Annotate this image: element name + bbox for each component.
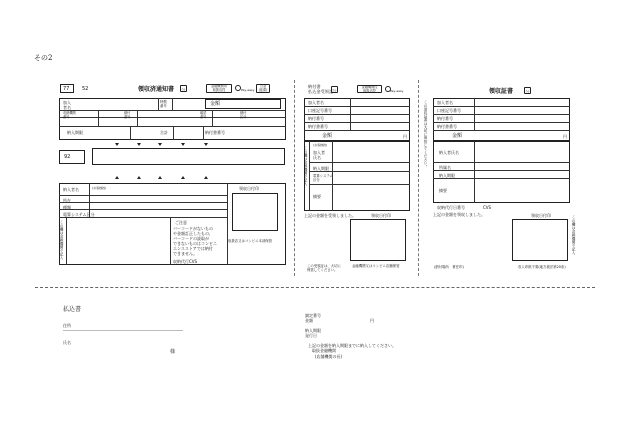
certificate-received-note: 上記の金額を受領しました。 bbox=[304, 213, 356, 218]
receipt-row-0: 加入者名 bbox=[437, 100, 453, 105]
notice-row0-b: 納付 番号 bbox=[124, 111, 131, 119]
notice-note-1: や金額訂正したもの、 bbox=[173, 231, 213, 236]
receipt-inner-0: 納入者氏名 bbox=[439, 150, 459, 155]
arrow-up-icon bbox=[204, 176, 208, 179]
separator-certificate-receipt bbox=[418, 80, 419, 276]
notice-field-toku: 特徴 番号 bbox=[160, 100, 167, 108]
notice-row1-b: 合計 bbox=[160, 130, 168, 135]
notice-code-label: 92 bbox=[64, 154, 71, 160]
certificate-pill: 金融機関控 取扱店控 bbox=[357, 85, 382, 93]
certificate-inner-2: 電算システム 区分 bbox=[313, 174, 334, 182]
notice-lower-label-0: 納入者名 bbox=[63, 187, 79, 192]
payment-slip-instruction-1: 上記の金額を納入期限までに納入してください。 bbox=[308, 343, 396, 348]
notice-number-left: 77 bbox=[63, 85, 70, 92]
certificate-inner-1: 納入期限 bbox=[313, 166, 329, 171]
certificate-side-vert: この欄は金融機関で記入 bbox=[304, 146, 308, 186]
notice-code-box bbox=[92, 148, 285, 165]
notice-field-kanyusha: 加入 者名 bbox=[63, 100, 71, 110]
receipt-amount-label: 金額 bbox=[452, 133, 463, 139]
payment-slip-r-line-0: 調定番号 bbox=[305, 313, 321, 318]
notice-row0-a: 収納機関 番号 bbox=[63, 111, 76, 119]
notice-stamp-area bbox=[232, 193, 278, 231]
certificate-stamp-label: 領収日付印 bbox=[371, 213, 391, 218]
payment-slip-honorific: 様 bbox=[170, 349, 176, 355]
notice-note-4: エンスストアでは納付 bbox=[173, 246, 213, 251]
notice-note-0: バーコードがないもの bbox=[173, 226, 213, 231]
certificate-row-2: 納付番号 bbox=[308, 116, 324, 121]
receipt-inner-1: 所属名 bbox=[439, 165, 451, 170]
separator-notice-certificate bbox=[294, 80, 295, 276]
certificate-inner-3: 摘要 bbox=[313, 194, 321, 199]
notice-row0-d: 納付 区分 bbox=[240, 111, 247, 119]
payment-slip-name-label: 氏名 bbox=[63, 340, 71, 345]
notice-row1-c: 納付書番号 bbox=[205, 130, 225, 135]
notice-notes-title: ご注意 bbox=[175, 220, 187, 225]
certificate-row-0: 加入者名 bbox=[308, 100, 324, 105]
notice-stamp-mark: 公 bbox=[181, 87, 186, 92]
certificate-footer-right: 金融機関又はコンビニ店舗保管 bbox=[352, 264, 400, 268]
notice-title: 領収済通知書 bbox=[138, 86, 175, 93]
certificate-stamp-area bbox=[350, 219, 406, 261]
payment-slip-instruction-3: (店舗機関の長) bbox=[315, 354, 343, 359]
notice-footer-right: 取扱店又はコンビニ本部保管 bbox=[228, 239, 273, 243]
receipt-inner-3: 摘要 bbox=[439, 188, 447, 193]
receipt-row-1: 口座記号番号 bbox=[437, 108, 461, 113]
receipt-stamp-mark: 公 bbox=[525, 89, 530, 94]
notice-note-5: できません。 bbox=[173, 251, 198, 256]
receipt-cvs-code: CVS bbox=[483, 205, 492, 210]
notice-lower-label-2: 種類 bbox=[63, 205, 71, 210]
payment-slip-title: 払込書 bbox=[63, 306, 82, 313]
certificate-row-1: 口座記号番号 bbox=[308, 108, 332, 113]
notice-logo-text: Pay-easy bbox=[241, 88, 255, 92]
receipt-received-note: 上記の金額を領収しました。 bbox=[433, 212, 485, 217]
arrow-down-icon bbox=[137, 143, 141, 146]
payment-slip-amount-unit: 円 bbox=[370, 318, 374, 323]
receipt-vert-left: この領収証書は大切に保管してください。 bbox=[424, 100, 428, 169]
payment-slip-r-line-3: 発行日 bbox=[305, 333, 317, 338]
notice-lower-label-1: 所在 bbox=[63, 198, 71, 203]
certificate-logo-text: Pay-easy bbox=[390, 89, 404, 93]
notice-side-vert: この欄は金融機関で記入 bbox=[60, 220, 64, 260]
receipt-vert-right: この欄は金融機関で記入 bbox=[572, 215, 576, 255]
arrow-down-icon bbox=[158, 143, 162, 146]
arrow-up-icon bbox=[115, 176, 119, 179]
notice-row1-a: 納入期限 bbox=[67, 130, 83, 135]
notice-row0-c: 確認 番号 bbox=[200, 111, 207, 119]
notice-note-3: できないものはコンビニ bbox=[173, 241, 217, 246]
certificate-amount-label: 金額 bbox=[322, 133, 333, 139]
certificate-row-3: 納付書番号 bbox=[308, 124, 328, 129]
certificate-inner-0: 加入者 氏名 bbox=[313, 150, 325, 160]
page-label: その2 bbox=[34, 54, 53, 62]
receipt-stamp-area bbox=[512, 219, 568, 261]
receipt-title: 領収証書 bbox=[489, 88, 514, 95]
payment-slip-r-line-1: 金額 bbox=[305, 318, 313, 323]
certificate-amount-unit: 円 bbox=[403, 134, 407, 139]
notice-number-right: 52 bbox=[82, 85, 89, 92]
perforation-line bbox=[35, 287, 595, 288]
notice-stamp-label: 領収日付印 bbox=[239, 186, 259, 191]
arrow-up-icon bbox=[158, 176, 162, 179]
receipt-stamp-label: 領収日付印 bbox=[531, 213, 551, 218]
certificate-footer-left: この受領証は、大切に 保管してください。 bbox=[307, 264, 341, 272]
arrow-up-icon bbox=[137, 176, 141, 179]
certificate-title: 納付書 払込金受領証 bbox=[308, 84, 334, 94]
notice-code-label-box bbox=[59, 150, 85, 164]
notice-pill: 金融機関用 取扱店控 bbox=[206, 84, 232, 93]
receipt-row-2: 納付番号 bbox=[437, 116, 453, 121]
payment-slip-r-line-2: 納入期限 bbox=[305, 328, 321, 333]
arrow-down-icon bbox=[204, 143, 208, 146]
notice-lower-small: (お客様控) bbox=[92, 186, 107, 190]
notice-pill2: 公金 (延滞) bbox=[256, 84, 270, 93]
certificate-stamp-mark: 公 bbox=[332, 88, 337, 93]
receipt-row-3: 納付書番号 bbox=[437, 124, 457, 129]
notice-note-2: バーコードの読取が bbox=[173, 236, 209, 241]
notice-field-amount: 金額 bbox=[210, 101, 221, 107]
payment-slip-address-label: 住所 bbox=[63, 323, 71, 328]
certificate-note-small: (お客様控) bbox=[313, 143, 328, 147]
receipt-footer-right: 収入印紙不要(地方税法第20条) bbox=[518, 265, 566, 269]
receipt-footer-left: (納付場所 責任印) bbox=[434, 265, 464, 269]
notice-footer-left: 収納代行CVS bbox=[173, 259, 198, 264]
receipt-amount-unit: 円 bbox=[563, 134, 567, 139]
arrow-up-icon bbox=[181, 176, 185, 179]
arrow-down-icon bbox=[115, 143, 119, 146]
receipt-inner-2: 納入期限 bbox=[439, 173, 455, 178]
arrow-down-icon bbox=[181, 143, 185, 146]
receipt-cvs-label: 収納代行日番号 bbox=[437, 205, 465, 210]
payment-slip-instruction-2: 取扱金融機関 bbox=[312, 348, 336, 353]
notice-lower-label-3: 電算システム区分 bbox=[63, 212, 95, 217]
